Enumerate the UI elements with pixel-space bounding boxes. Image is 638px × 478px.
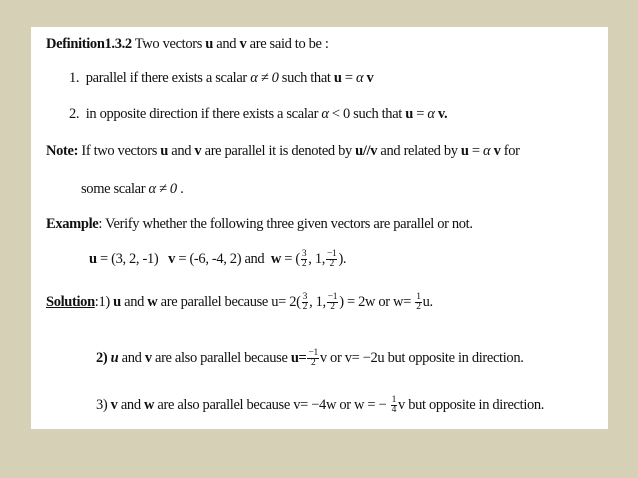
slide-page — [31, 27, 608, 429]
definition-item-1: 1. parallel if there exists a scalar α ≠ 0 such that u = α v — [69, 70, 374, 86]
vectors-line: u = (3, 2, -1) v = (-6, -4, 2) and w = ( $\frac{3}{2}$ , 1, $\frac{-1}{2}$ ). — [89, 249, 347, 270]
solution-item-2: 2) u and v are also parallel because u= $\frac{-1}{2}$ v or v= −2u but opposite in direction. — [96, 348, 524, 369]
fraction: $\frac{-1}{2}$ — [327, 249, 337, 270]
fraction: $\frac{1}{2}$ — [416, 292, 421, 313]
solution-item-1: Solution:1) u and w are parallel because u= 2( $\frac{3}{2}$ , 1, $\frac{-1}{2}$ ) = 2w or w= $\frac{1}{2}$ u. — [46, 292, 433, 313]
note-line-1: Note: If two vectors u and v are parallel it is denoted by u//v and related by u = α v for — [46, 143, 520, 159]
definition-line: Definition1.3.2 Two vectors u and v are said to be : — [46, 36, 329, 52]
example-label: Example — [46, 216, 99, 232]
definition-label: Definition1.3.2 — [46, 36, 132, 52]
fraction: $\frac{3}{2}$ — [302, 292, 308, 313]
solution-item-3: 3) v and w are also parallel because v= −4w or w = − $\frac{1}{4}$ v but opposite in direction. — [96, 395, 545, 416]
fraction: $\frac{-1}{2}$ — [308, 348, 318, 369]
fraction: $\frac{3}{2}$ — [301, 249, 307, 270]
example-line: Example: Verify whether the following three given vectors are parallel or not. — [46, 216, 473, 232]
definition-item-2: 2. in opposite direction if there exists a scalar α < 0 such that u = α v. — [69, 106, 448, 122]
note-label: Note: — [46, 143, 79, 159]
fraction: $\frac{1}{4}$ — [391, 395, 397, 416]
fraction: $\frac{-1}{2}$ — [327, 292, 338, 313]
note-line-2: some scalar α ≠ 0 . — [81, 181, 184, 197]
solution-label: Solution — [46, 294, 95, 310]
